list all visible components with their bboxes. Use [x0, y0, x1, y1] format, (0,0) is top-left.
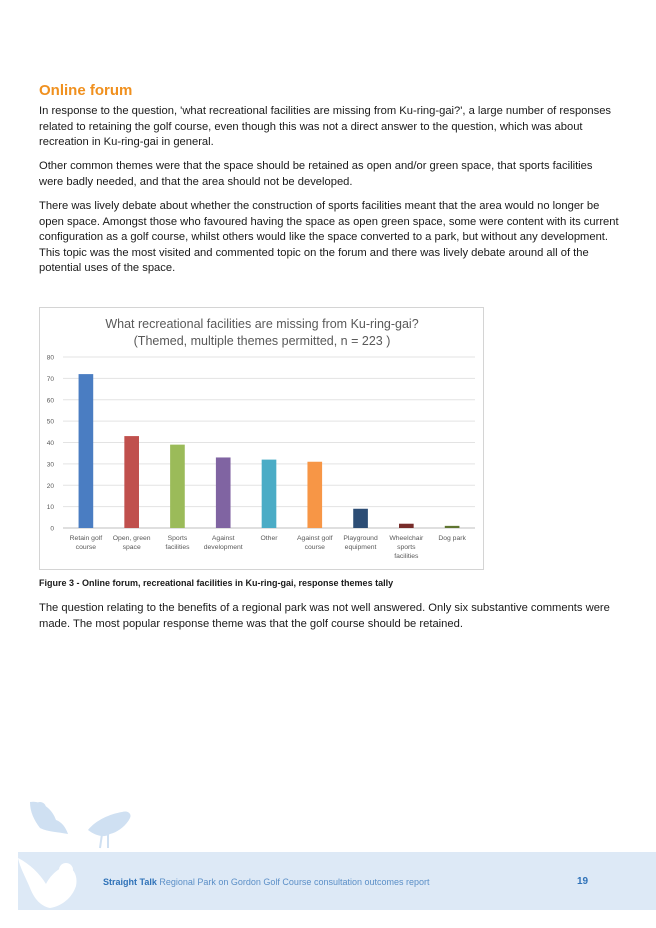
paragraph-common-themes: Other common themes were that the space should be retained as open and/or green space, that sports facilities were badly needed, and that the area should not be developed.: [39, 160, 593, 188]
y-tick-label: 40: [46, 440, 54, 447]
y-tick-label: 30: [46, 461, 54, 469]
x-tick-label: equipment: [344, 544, 377, 551]
footer-brand: Straight Talk: [103, 877, 157, 887]
y-tick-label: 0: [50, 525, 54, 533]
x-tick-label: Retain golf: [69, 535, 103, 542]
paragraph-lively-debate: There was lively debate about whether the construction of sports facilities meant that the area would no longer be open space. Amongst those who favoured having the space as open green space, some were content with its current configuration as a golf course, whilst others would like the space converted to a park, but without any development. This topic was the most visited and commented topic on the forum and there was lively debate around all of the potential uses of the space.: [39, 200, 619, 274]
bar: [216, 457, 231, 528]
x-tick-label: development: [203, 544, 243, 551]
bird-illustration: [0, 790, 140, 920]
x-tick-label: course: [75, 544, 97, 551]
figure-caption: Figure 3 - Online forum, recreational facilities in Ku-ring-gai, response themes tally: [39, 578, 394, 588]
y-tick-label: 60: [46, 397, 54, 405]
y-tick-label: 80: [46, 354, 54, 362]
bar: [79, 374, 94, 528]
bar: [399, 524, 414, 528]
x-tick-label: Open, green: [112, 535, 151, 542]
x-tick-label: Playground: [343, 535, 378, 542]
chart-title: What recreational facilities are missing from Ku-ring-gai?: [105, 317, 419, 331]
bar-chart-canvas: [40, 308, 485, 571]
bar: [445, 526, 460, 528]
section-heading: Online forum: [39, 82, 133, 99]
y-tick-label: 20: [46, 482, 54, 490]
bar: [124, 436, 139, 528]
x-tick-label: facilities: [165, 544, 190, 551]
bar: [307, 462, 322, 528]
x-tick-label: Sports: [167, 535, 188, 542]
footer-title: [103, 877, 430, 887]
bar: [262, 460, 277, 528]
x-tick-label: Dog park: [438, 535, 466, 542]
footer-report-title: Regional Park on Gordon Golf Course consultation outcomes report: [159, 877, 430, 887]
y-tick-label: 50: [46, 418, 54, 426]
bar-chart: [39, 307, 484, 570]
x-tick-label: sports: [397, 544, 416, 551]
chart-subtitle: (Themed, multiple themes permitted, n = 223 ): [133, 334, 391, 348]
x-tick-label: Wheelchair: [389, 535, 424, 542]
x-tick-label: Other: [260, 535, 278, 542]
page-number: 19: [577, 876, 589, 887]
x-tick-label: course: [304, 544, 325, 551]
x-tick-label: space: [122, 544, 141, 551]
paragraph-missing-facilities: In response to the question, 'what recreational facilities are missing from Ku-ring-gai?', a large number of responses related to retaining the golf course, even though this was not a direct answer to the question, which was about recreation in Ku-ring-gai in general.: [39, 105, 612, 148]
y-tick-label: 10: [46, 504, 54, 512]
x-tick-label: Against golf: [297, 535, 333, 542]
bar: [170, 445, 185, 528]
x-tick-label: facilities: [394, 553, 419, 560]
x-tick-label: Against: [211, 535, 235, 542]
paragraph-regional-park: The question relating to the benefits of a regional park was not well answered. Only six substantive comments were made. The most popular response theme was that the golf course should be retained.: [39, 602, 610, 630]
bar: [353, 509, 368, 528]
y-tick-label: 70: [46, 375, 54, 383]
